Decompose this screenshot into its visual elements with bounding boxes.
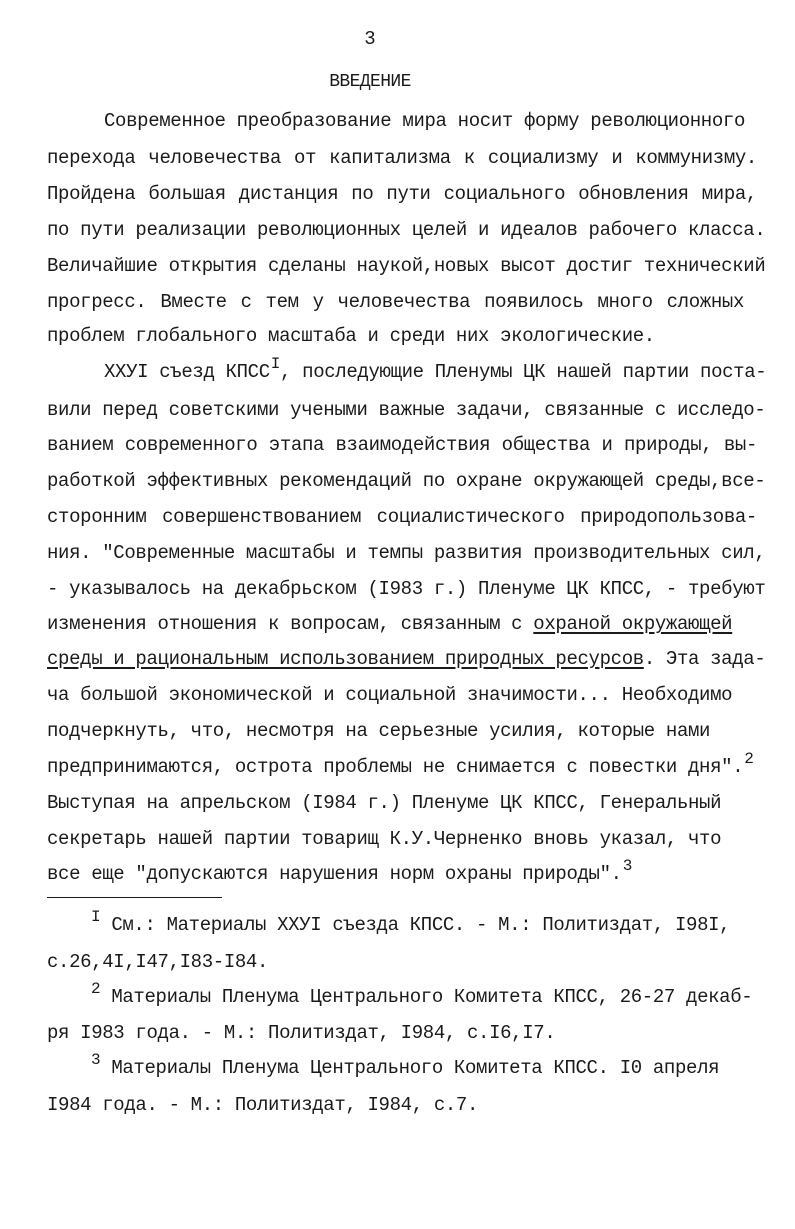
body-line: Пройдена большая дистанция по пути социального обновления мира,	[47, 183, 757, 205]
body-line: работкой эффективных рекомендаций по охране окружающей среды,все-	[47, 470, 766, 492]
body-line: - указывалось на декабрьском (I983 г.) Пленуме ЦК КПСС, - требуют	[47, 578, 766, 600]
body-line: секретарь нашей партии товарищ К.У.Черненко вновь указал, что	[47, 828, 722, 850]
footnote-3-cont: I984 года. - М.: Политиздат, I984, с.7.	[47, 1094, 479, 1116]
body-line	[104, 355, 767, 384]
footnote-ref: 3	[622, 857, 632, 875]
body-line: прогресс. Вместе с тем у человечества появилось много сложных	[47, 291, 744, 313]
body-line: ча большой экономической и социальной значимости... Необходимо	[47, 684, 733, 706]
body-line: подчеркнуть, что, несмотря на серьезные усилия, которые нами	[47, 720, 711, 742]
footnote-1-cont: с.26,4I,I47,I83-I84.	[47, 951, 269, 973]
body-line: вили перед советскими учеными важные задачи, связанные с исследо-	[47, 399, 766, 421]
body-line: по пути реализации революционных целей и идеалов рабочего класса.	[47, 219, 766, 241]
underlined-text: охраной окружающей	[533, 613, 733, 635]
body-line: сторонним совершенствованием социалистического природопользова-	[47, 506, 757, 528]
body-line: среды и рациональным использованием природных ресурсов. Эта зада-	[47, 648, 766, 670]
underlined-text: среды и рациональным использованием природных ресурсов	[47, 648, 644, 670]
body-line: изменения отношения к вопросам, связанным с охраной окружающей	[47, 613, 733, 635]
body-line: все еще "допускаются нарушения норм охраны природы".$^3$	[47, 857, 632, 885]
body-line: Выступая на апрельском (I984 г.) Пленуме ЦК КПСС, Генеральный	[47, 792, 722, 814]
body-line: Современное преобразование мира носит форму революционного	[104, 110, 746, 132]
footnote-mark: 3	[91, 1051, 101, 1069]
page-number: 3	[364, 28, 376, 50]
body-line-segment: ХХУI съезд $КПСС^I$, последующие Пленумы ЦК нашей партии поста-	[104, 355, 767, 383]
footnote-3: $^3$ Материалы Пленума Центрального Комитета КПСС. I0 апреля	[91, 1051, 720, 1079]
body-line: ния. "Современные масштабы и темпы развития производительных сил,	[47, 542, 766, 564]
section-heading: ВВЕДЕНИЕ	[329, 72, 411, 92]
footnote-mark: I	[91, 908, 101, 926]
body-line: Величайшие открытия сделаны наукой,новых высот достиг технический	[47, 255, 766, 277]
footnote-2-cont: ря I983 года. - М.: Политиздат, I984, с.I6,I7.	[47, 1022, 556, 1044]
body-line: предпринимаются, острота проблемы не снимается с повестки дня".$^2$	[47, 750, 754, 778]
footnote-2: $^2$ Материалы Пленума Центрального Комитета КПСС, 26-27 декаб-	[91, 980, 753, 1008]
footnote-separator	[47, 897, 222, 898]
footnote-1: $^I$ См.: Материалы ХХУI съезда КПСС. - М.: Политиздат, I98I,	[91, 908, 731, 936]
footnote-ref: 2	[744, 750, 754, 768]
body-line: ванием современного этапа взаимодействия общества и природы, вы-	[47, 434, 757, 456]
footnote-mark: 2	[91, 980, 101, 998]
body-line: проблем глобального масштаба и среди них экологические.	[47, 325, 655, 347]
footnote-ref: I	[270, 355, 281, 373]
body-line: перехода человечества от капитализма к социализму и коммунизму.	[47, 147, 757, 169]
